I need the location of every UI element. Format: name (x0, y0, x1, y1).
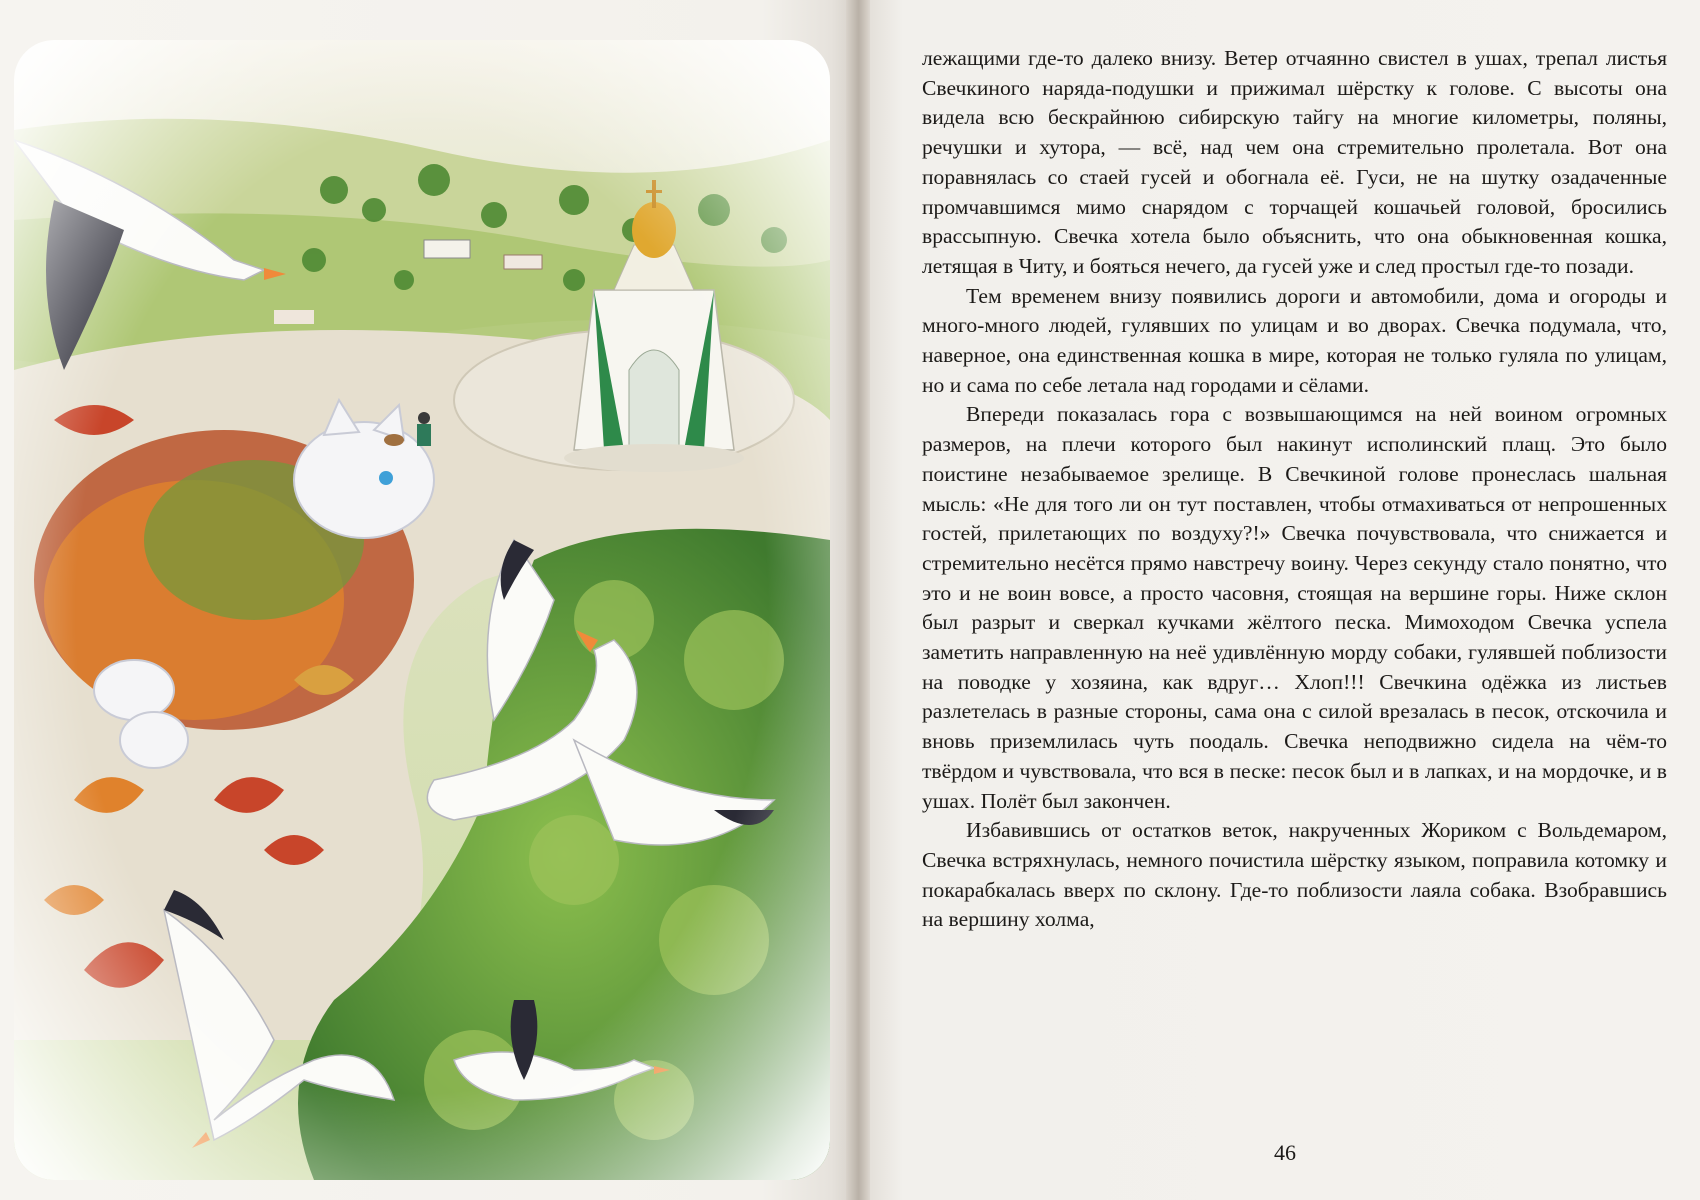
paragraph-4: Избавившись от остатков веток, накрученных Жориком с Вольдемаром, Свечка встряхнулась, немного почистила шёрстку языком, поправила котомку и покарабкалась вверх по склону. Где-то поблизости лаяла собака. Взобравшись на вершину холма, (922, 818, 1667, 932)
watercolor-illustration (14, 40, 830, 1180)
illustration-canvas (14, 40, 830, 1180)
paragraph-2: Тем временем внизу появились дороги и автомобили, дома и огороды и много-много людей, гулявших по улицам и во дворах. Свечка подумала, что, наверное, она единственная кошка в мире, которая не только гуляла по улицам, но и сама по себе летала над городами и сёлами. (922, 283, 1667, 397)
story-text (922, 44, 1667, 935)
paragraph-1: лежащими где-то далеко внизу. Ветер отчаянно свистел в ушах, трепал листья Свечкиного наряда-подушки и прижимал шёрстку к голове. С высоты она видела всю бескрайнюю сибирскую тайгу на многие километры, поляны, речушки и хутора, — всё, над чем она стремительно пролетала. Вот она поравнялась со стаей гусей и обогнала её. Гуси, не на шутку озадаченные промчавшимся мимо снарядом с торчащей кошачьей головой, бросились врассыпную. Свечка хотела было объяснить, что она обыкновенная кошка, летящая в Читу, и бояться нечего, да гусей уже и след простыл где-то позади. (922, 46, 1667, 278)
cat-head (294, 422, 434, 538)
cat-paw (94, 660, 174, 720)
paragraph-3: Впереди показалась гора с возвышающимся на ней воином огромных размеров, на плечи которого был накинут исполинский плащ. Это было поистине незабываемое зрелище. В Свечкиной голове пронеслась шальная мысль: «Не для того ли он тут поставлен, чтобы отмахиваться от непрошенных гостей, прилетающих по воздуху?!» Свечка почувствовала, что снижается и стремительно несётся прямо навстречу воину. Через секунду стало понятно, что это и не воин вовсе, а просто часовня, стоящая на вершине горы. Ниже склон был разрыт и сверкал кучками жёлтого песка. Мимоходом Свечка успела заметить направленную на неё удивлённую морду собаки, гулявшей поблизости на поводке у хозяина, как вдруг… Хлоп!!! Свечкина одёжка из листьев разлетелась в разные стороны, сама она с силой врезалась в песок, отскочила и вновь приземлилась чуть поодаль. Свечка неподвижно сидела на чём-то твёрдом и чувствовала, что вся в песке: песок был и в лапках, и на мордочке, и в ушах. Полёт был закончен. (922, 402, 1667, 813)
right-page (870, 0, 1700, 1200)
page-number: 46 (1274, 1140, 1296, 1165)
